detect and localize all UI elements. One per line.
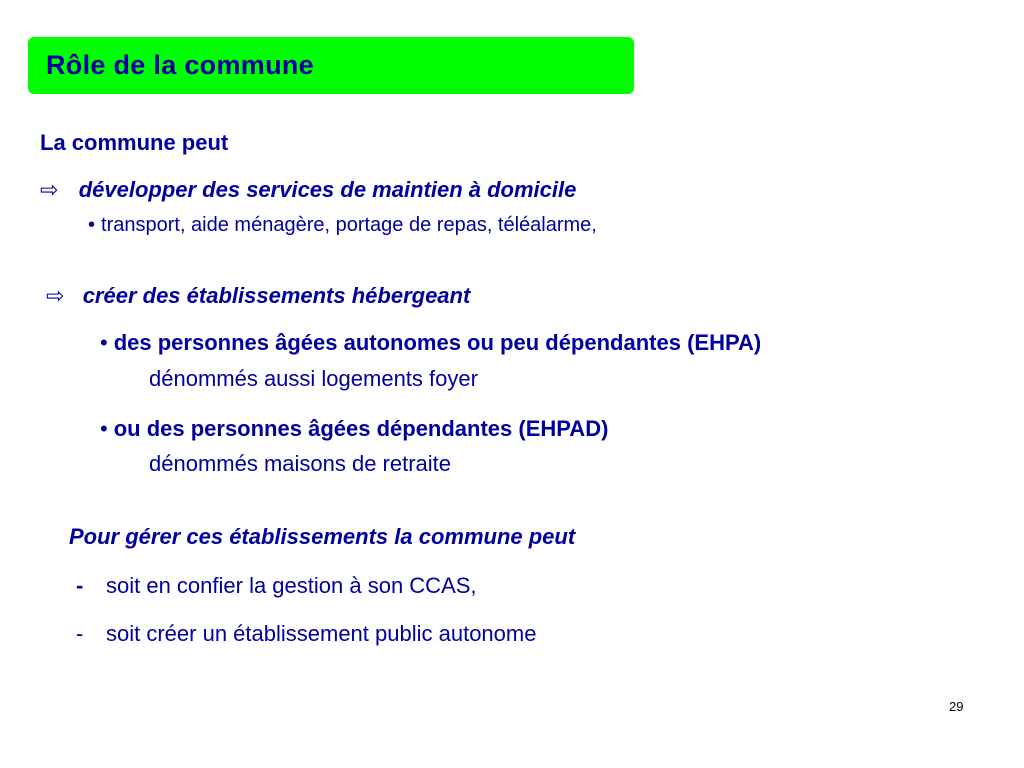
management-item-2	[76, 621, 536, 647]
management-heading: Pour gérer ces établissements la commune peut	[69, 524, 576, 549]
arrow-right-icon: ⇨	[40, 177, 59, 202]
intro-heading: La commune peut	[40, 130, 229, 155]
bullet-text: ou des personnes âgées dépendantes (EHPAD)	[113, 416, 609, 441]
section-2-heading: créer des établissements hébergeant	[82, 283, 471, 308]
section-1-heading-line	[40, 177, 576, 203]
bullet-text: des personnes âgées autonomes ou peu dépendantes (EHPA)	[113, 330, 762, 355]
bullet-text: transport, aide ménagère, portage de repas, téléalarme,	[101, 214, 597, 236]
bullet-icon: •	[88, 214, 96, 236]
slide-title: Rôle de la commune	[46, 50, 314, 80]
dash-icon: -	[76, 621, 84, 646]
section-2-bullet-1-sub: dénommés aussi logements foyer	[149, 366, 478, 391]
arrow-right-icon: ⇨	[46, 283, 65, 308]
bullet-icon: •	[100, 416, 108, 441]
section-1-bullet-1	[88, 214, 597, 237]
section-2-heading-line	[46, 283, 470, 309]
dash-icon: -	[76, 573, 84, 598]
bullet-icon: •	[100, 330, 108, 355]
title-bar	[28, 37, 634, 94]
section-1-heading: développer des services de maintien à domicile	[78, 177, 577, 202]
management-item-text: soit en confier la gestion à son CCAS,	[106, 573, 477, 598]
section-2-bullet-2-sub: dénommés maisons de retraite	[149, 451, 452, 476]
section-2-bullet-1	[100, 330, 761, 356]
section-2-bullet-2	[100, 416, 608, 442]
management-item-1	[76, 573, 477, 599]
page-number: 29	[949, 699, 964, 714]
management-item-text: soit créer un établissement public autonome	[106, 621, 537, 646]
